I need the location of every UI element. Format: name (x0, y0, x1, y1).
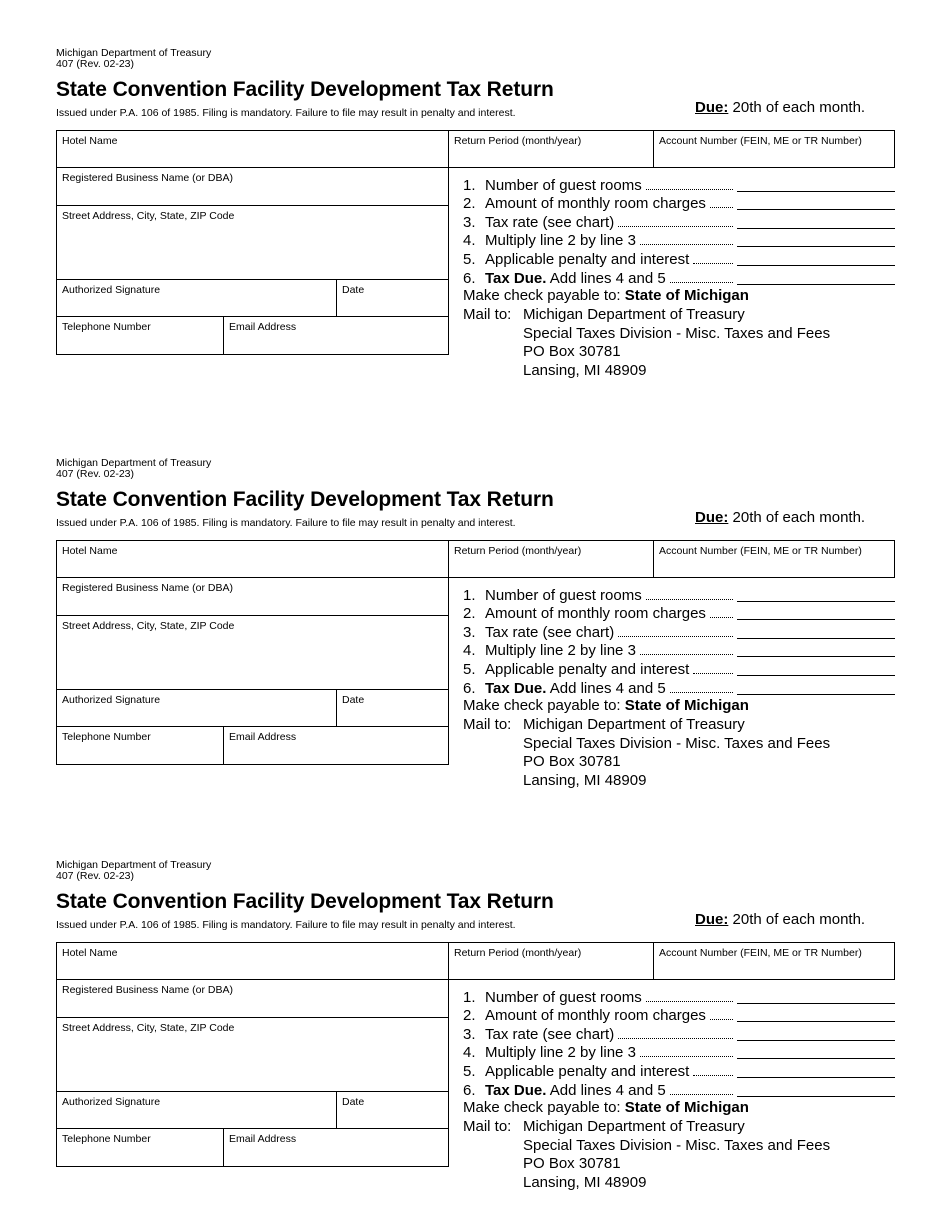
tax-return-form-copy-2 (0, 410, 950, 810)
line-text: Tax rate (see chart) (485, 213, 615, 231)
telephone-label: Telephone Number (62, 1133, 151, 1145)
mail-address-block (523, 1118, 830, 1192)
tax-line-3 (463, 212, 895, 231)
street-address-field[interactable] (56, 205, 449, 280)
form-title: State Convention Facility Development Tax Return (56, 78, 554, 101)
issued-notice: Issued under P.A. 106 of 1985. Filing is mandatory. Failure to file may result in penalty and interest. (56, 919, 516, 931)
form-number: 407 (Rev. 02-23) (56, 468, 135, 480)
form-title: State Convention Facility Development Tax Return (56, 890, 554, 913)
tax-line-5 (463, 659, 895, 678)
address-line: Special Taxes Division - Misc. Taxes and Fees (523, 324, 831, 342)
line-text: Amount of monthly room charges (485, 195, 706, 213)
return-period-field[interactable] (448, 942, 654, 980)
due-text: 20th of each month. (728, 99, 866, 116)
mailing-address (463, 716, 830, 790)
line-description (485, 661, 689, 678)
signature-field[interactable] (56, 279, 337, 317)
line-3-amount-input[interactable] (737, 1026, 895, 1041)
dot-leader (646, 1000, 733, 1002)
date-field[interactable] (336, 279, 449, 317)
tax-line-6 (463, 1080, 895, 1099)
check-payee: State of Michigan (624, 1099, 749, 1116)
line-text: Amount of monthly room charges (485, 1007, 706, 1025)
date-label: Date (342, 694, 365, 706)
line-number: 3. (463, 623, 476, 641)
tax-computation-lines (463, 175, 895, 287)
line-description (485, 270, 666, 287)
due-date-notice (695, 99, 865, 116)
due-label: Due: (695, 509, 729, 526)
dot-leader (618, 1037, 733, 1039)
check-payable-notice (463, 287, 749, 304)
line-text: Multiply line 2 by line 3 (485, 1044, 636, 1062)
line-number: 2. (463, 605, 476, 623)
line-text: Amount of monthly room charges (485, 605, 706, 623)
street-address-label: Street Address, City, State, ZIP Code (62, 1022, 235, 1034)
tax-line-5 (463, 1061, 895, 1080)
dot-leader (670, 1093, 733, 1095)
line-description (485, 642, 636, 659)
tax-return-form-copy-3 (0, 812, 950, 1212)
date-label: Date (342, 284, 365, 296)
line-number: 4. (463, 1044, 476, 1062)
line-4-amount-input[interactable] (737, 232, 895, 247)
line-description (485, 1026, 614, 1043)
line-text: Number of guest rooms (485, 176, 642, 194)
check-label: Make check payable to: (463, 1099, 625, 1116)
signature-label: Authorized Signature (62, 694, 161, 706)
line-description (485, 1044, 636, 1061)
check-payable-notice (463, 1099, 749, 1116)
email-label: Email Address (229, 731, 297, 743)
line-number: 6. (463, 679, 476, 697)
line-number: 5. (463, 660, 476, 678)
form-header-department (56, 458, 211, 480)
line-2-amount-input[interactable] (737, 605, 895, 620)
tax-line-2 (463, 1006, 895, 1025)
dot-leader (670, 691, 733, 693)
hotel-name-label: Hotel Name (62, 545, 118, 557)
return-period-field[interactable] (448, 540, 654, 578)
line-description (485, 624, 614, 641)
line-text: Tax rate (see chart) (485, 1025, 615, 1043)
check-payee: State of Michigan (624, 287, 749, 304)
dot-leader (646, 188, 733, 190)
line-number: 3. (463, 213, 476, 231)
tax-computation-lines (463, 987, 895, 1099)
address-line: PO Box 30781 (523, 343, 621, 360)
line-text: Add lines 4 and 5 (546, 269, 666, 287)
form-title: State Convention Facility Development Tax Return (56, 488, 554, 511)
line-5-amount-input[interactable] (737, 661, 895, 676)
line-description (485, 251, 689, 268)
telephone-label: Telephone Number (62, 731, 151, 743)
tax-line-1 (463, 175, 895, 194)
line-text: Add lines 4 and 5 (546, 1081, 666, 1099)
line-description (485, 1063, 689, 1080)
tax-line-3 (463, 1024, 895, 1043)
department-name: Michigan Department of Treasury (56, 457, 212, 469)
form-number: 407 (Rev. 02-23) (56, 870, 135, 882)
form-number: 407 (Rev. 02-23) (56, 58, 135, 70)
mailing-address (463, 1118, 830, 1192)
line-number: 1. (463, 586, 476, 604)
street-address-label: Street Address, City, State, ZIP Code (62, 620, 235, 632)
line-description (485, 232, 636, 249)
line-description (485, 989, 642, 1006)
dot-leader (618, 635, 733, 637)
email-field[interactable] (223, 726, 449, 765)
line-3-amount-input[interactable] (737, 214, 895, 229)
due-label: Due: (695, 911, 729, 928)
mail-address-block (523, 306, 830, 380)
dot-leader (693, 1074, 733, 1076)
line-number: 3. (463, 1025, 476, 1043)
line-5-amount-input[interactable] (737, 251, 895, 266)
tax-line-4 (463, 231, 895, 250)
line-1-amount-input[interactable] (737, 989, 895, 1004)
business-name-label: Registered Business Name (or DBA) (62, 172, 233, 184)
department-name: Michigan Department of Treasury (56, 859, 212, 871)
return-period-label: Return Period (month/year) (454, 947, 582, 959)
line-6-amount-input[interactable] (737, 680, 895, 695)
tax-return-form-copy-1 (0, 0, 950, 400)
line-number: 2. (463, 195, 476, 213)
dot-leader (640, 1055, 733, 1057)
account-number-label: Account Number (FEIN, ME or TR Number) (659, 947, 862, 959)
street-address-label: Street Address, City, State, ZIP Code (62, 210, 235, 222)
return-period-field[interactable] (448, 130, 654, 168)
dot-leader (693, 262, 733, 264)
line-number: 5. (463, 1062, 476, 1080)
tax-line-4 (463, 641, 895, 660)
date-field[interactable] (336, 689, 449, 727)
dot-leader (710, 206, 733, 208)
address-line: Lansing, MI 48909 (523, 1173, 647, 1191)
line-6-amount-input[interactable] (737, 270, 895, 285)
business-name-field[interactable] (56, 577, 449, 616)
address-line: PO Box 30781 (523, 753, 621, 770)
date-field[interactable] (336, 1091, 449, 1129)
line-number: 2. (463, 1007, 476, 1025)
line-4-amount-input[interactable] (737, 642, 895, 657)
due-text: 20th of each month. (728, 509, 866, 526)
tax-line-6 (463, 678, 895, 697)
account-number-field[interactable] (653, 540, 895, 578)
street-address-field[interactable] (56, 1017, 449, 1092)
tax-line-3 (463, 622, 895, 641)
tax-line-2 (463, 194, 895, 213)
line-number: 6. (463, 269, 476, 287)
mail-label: Mail to: (463, 716, 512, 733)
business-name-field[interactable] (56, 167, 449, 206)
line-text: Multiply line 2 by line 3 (485, 642, 636, 660)
due-label: Due: (695, 99, 729, 116)
signature-label: Authorized Signature (62, 284, 161, 296)
form-header-department (56, 860, 211, 882)
street-address-field[interactable] (56, 615, 449, 690)
signature-label: Authorized Signature (62, 1096, 161, 1108)
dot-leader (640, 243, 733, 245)
hotel-name-label: Hotel Name (62, 135, 118, 147)
address-line: Lansing, MI 48909 (523, 771, 647, 789)
line-description (485, 605, 706, 622)
hotel-name-field[interactable] (56, 942, 449, 980)
account-number-label: Account Number (FEIN, ME or TR Number) (659, 135, 862, 147)
dot-leader (640, 653, 733, 655)
line-bold-label: Tax Due. (485, 679, 547, 697)
telephone-field[interactable] (56, 726, 224, 765)
line-text: Add lines 4 and 5 (546, 679, 666, 697)
signature-field[interactable] (56, 1091, 337, 1129)
mailing-address (463, 306, 830, 380)
line-1-amount-input[interactable] (737, 177, 895, 192)
address-line: Lansing, MI 48909 (523, 361, 647, 379)
line-description (485, 1007, 706, 1024)
dot-leader (710, 1018, 733, 1020)
address-line: PO Box 30781 (523, 1155, 621, 1172)
signature-field[interactable] (56, 689, 337, 727)
email-label: Email Address (229, 321, 297, 333)
due-date-notice (695, 911, 865, 928)
line-5-amount-input[interactable] (737, 1063, 895, 1078)
tax-line-6 (463, 268, 895, 287)
dot-leader (646, 598, 733, 600)
dot-leader (710, 616, 733, 618)
line-description (485, 177, 642, 194)
line-text: Applicable penalty and interest (485, 1062, 690, 1080)
line-1-amount-input[interactable] (737, 587, 895, 602)
address-line: Michigan Department of Treasury (523, 1118, 745, 1135)
line-bold-label: Tax Due. (485, 269, 547, 287)
line-text: Number of guest rooms (485, 586, 642, 604)
line-description (485, 1082, 666, 1099)
line-number: 1. (463, 176, 476, 194)
line-number: 1. (463, 988, 476, 1006)
mail-address-block (523, 716, 830, 790)
address-line: Michigan Department of Treasury (523, 306, 745, 323)
business-name-label: Registered Business Name (or DBA) (62, 582, 233, 594)
address-line: Special Taxes Division - Misc. Taxes and Fees (523, 734, 831, 752)
line-text: Number of guest rooms (485, 988, 642, 1006)
address-line: Michigan Department of Treasury (523, 716, 745, 733)
hotel-name-field[interactable] (56, 130, 449, 168)
line-description (485, 195, 706, 212)
business-name-field[interactable] (56, 979, 449, 1018)
email-field[interactable] (223, 316, 449, 355)
tax-line-4 (463, 1043, 895, 1062)
line-number: 4. (463, 642, 476, 660)
tax-line-1 (463, 987, 895, 1006)
line-2-amount-input[interactable] (737, 1007, 895, 1022)
issued-notice: Issued under P.A. 106 of 1985. Filing is mandatory. Failure to file may result in penalty and interest. (56, 107, 516, 119)
return-period-label: Return Period (month/year) (454, 545, 582, 557)
tax-computation-lines (463, 585, 895, 697)
form-header-department (56, 48, 211, 70)
account-number-label: Account Number (FEIN, ME or TR Number) (659, 545, 862, 557)
due-date-notice (695, 509, 865, 526)
dot-leader (693, 672, 733, 674)
line-3-amount-input[interactable] (737, 624, 895, 639)
mail-label: Mail to: (463, 306, 512, 323)
dot-leader (618, 225, 733, 227)
tax-line-5 (463, 249, 895, 268)
address-line: Special Taxes Division - Misc. Taxes and Fees (523, 1136, 831, 1154)
business-name-label: Registered Business Name (or DBA) (62, 984, 233, 996)
check-payee: State of Michigan (624, 697, 749, 714)
date-label: Date (342, 1096, 365, 1108)
line-description (485, 214, 614, 231)
line-description (485, 680, 666, 697)
line-2-amount-input[interactable] (737, 195, 895, 210)
line-4-amount-input[interactable] (737, 1044, 895, 1059)
dot-leader (670, 281, 733, 283)
line-number: 4. (463, 232, 476, 250)
department-name: Michigan Department of Treasury (56, 47, 212, 59)
line-number: 5. (463, 250, 476, 268)
line-text: Multiply line 2 by line 3 (485, 232, 636, 250)
check-label: Make check payable to: (463, 697, 625, 714)
email-field[interactable] (223, 1128, 449, 1167)
tax-line-1 (463, 585, 895, 604)
telephone-field[interactable] (56, 316, 224, 355)
return-period-label: Return Period (month/year) (454, 135, 582, 147)
account-number-field[interactable] (653, 130, 895, 168)
hotel-name-label: Hotel Name (62, 947, 118, 959)
line-text: Applicable penalty and interest (485, 250, 690, 268)
check-payable-notice (463, 697, 749, 714)
telephone-field[interactable] (56, 1128, 224, 1167)
issued-notice: Issued under P.A. 106 of 1985. Filing is mandatory. Failure to file may result in penalty and interest. (56, 517, 516, 529)
line-text: Tax rate (see chart) (485, 623, 615, 641)
telephone-label: Telephone Number (62, 321, 151, 333)
line-description (485, 587, 642, 604)
account-number-field[interactable] (653, 942, 895, 980)
check-label: Make check payable to: (463, 287, 625, 304)
email-label: Email Address (229, 1133, 297, 1145)
line-bold-label: Tax Due. (485, 1081, 547, 1099)
line-number: 6. (463, 1081, 476, 1099)
tax-line-2 (463, 604, 895, 623)
line-6-amount-input[interactable] (737, 1082, 895, 1097)
mail-label: Mail to: (463, 1118, 512, 1135)
hotel-name-field[interactable] (56, 540, 449, 578)
line-text: Applicable penalty and interest (485, 660, 690, 678)
due-text: 20th of each month. (728, 911, 866, 928)
